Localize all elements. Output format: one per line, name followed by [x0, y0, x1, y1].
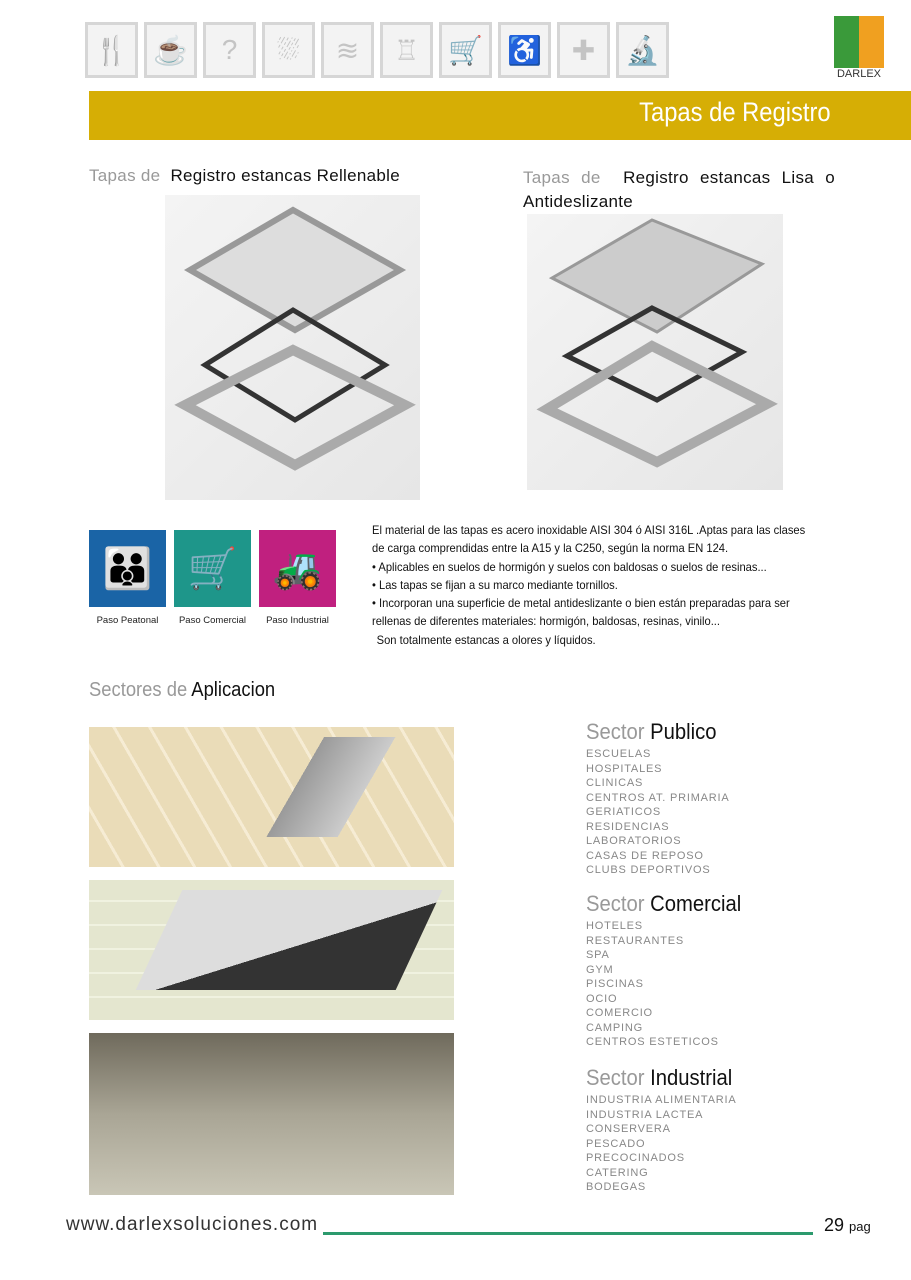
- sector-item: LABORATORIOS: [586, 835, 682, 847]
- product-title-1: Tapas de Registro estancas Rellenable: [89, 166, 400, 185]
- shopping-cart-person-icon: 🛒: [174, 530, 251, 607]
- swimming-icon: ≋: [321, 22, 374, 78]
- sector-publico: Sector Publico ESCUELAS HOSPITALES CLINICAS CENTROS AT. PRIMARIA GERIATICOS RESIDENCIAS LABORATORIOS CASAS DE REPOSO CLUBS DEPORTIVOS: [586, 719, 730, 876]
- photo-tiled-floor: [89, 727, 454, 867]
- sector-item: CAMPING: [586, 1021, 643, 1034]
- badge-label: Paso Comercial: [178, 615, 247, 626]
- sector-comercial: Sector Comercial HOTELES RESTAURANTES SPA GYM PISCINAS OCIO COMERCIO CAMPING CENTROS ESTETICOS: [586, 891, 755, 1050]
- forklift-icon: 🚜: [259, 530, 336, 607]
- sector-item: HOSPITALES: [586, 762, 663, 775]
- description-line: El material de las tapas es acero inoxidable AISI 304 ó AISI 316L .Aptas para las clases de carga comprendidas entre la A15 y la C250, según la norma EN 124.: [372, 523, 806, 556]
- title-band: [89, 91, 911, 140]
- sector-item: CENTROS ESTETICOS: [586, 1036, 719, 1048]
- product-title-2: Tapas de Registro estancas Lisa o Antideslizante: [523, 168, 836, 211]
- sector-item: PESCADO: [586, 1137, 646, 1150]
- category-icons: [85, 22, 669, 78]
- description-line: Son totalmente estancas a olores y líquidos.: [376, 632, 596, 647]
- sector-item: CATERING: [586, 1166, 649, 1179]
- sector-item: CENTROS AT. PRIMARIA: [586, 791, 730, 804]
- sector-item: GYM: [586, 963, 614, 976]
- sector-industrial: Sector Industrial INDUSTRIA ALIMENTARIA INDUSTRIA LACTEA CONSERVERA PESCADO PRECOCINADOS CATERING BODEGAS: [586, 1065, 745, 1195]
- sector-item: PRECOCINADOS: [586, 1152, 685, 1164]
- sector-item: GERIATICOS: [586, 806, 662, 818]
- sector-item: RESTAURANTES: [586, 934, 685, 947]
- sector-item: INDUSTRIA LACTEA: [586, 1108, 704, 1121]
- wheelchair-icon: ♿: [498, 22, 551, 78]
- cutlery-icon: 🍴: [85, 22, 138, 78]
- sector-item: INDUSTRIA ALIMENTARIA: [586, 1094, 737, 1106]
- sector-item: PISCINAS: [586, 978, 644, 990]
- photo-access-cover: [89, 880, 454, 1020]
- hospital-bed-icon: ✚: [557, 22, 610, 78]
- hanger-icon: ?: [203, 22, 256, 78]
- product-image-lisa: [527, 214, 783, 490]
- microscope-icon: 🔬: [616, 22, 669, 78]
- badge-label: Paso Peatonal: [96, 615, 159, 626]
- sector-item: CLUBS DEPORTIVOS: [586, 864, 711, 876]
- shopping-cart-icon: 🛒: [439, 22, 492, 78]
- badge-label: Paso Industrial: [266, 615, 329, 626]
- photo-washing-floor: [89, 1033, 454, 1195]
- bar-icon: ♖: [380, 22, 433, 78]
- darlex-logo: DARLEX: [834, 16, 884, 86]
- description: [372, 521, 809, 649]
- footer-url[interactable]: www.darlexsoluciones.com: [66, 1214, 319, 1235]
- sector-item: OCIO: [586, 992, 618, 1005]
- pedestrians-icon: 👪: [89, 530, 166, 607]
- coffee-icon: ☕: [144, 22, 197, 78]
- description-line: • Las tapas se fijan a su marco mediante tornillos.: [372, 577, 618, 592]
- footer-divider: [323, 1232, 813, 1235]
- sector-item: RESIDENCIAS: [586, 820, 670, 833]
- sector-item: SPA: [586, 949, 610, 961]
- sector-item: ESCUELAS: [586, 748, 652, 760]
- page-number: 29 pag: [824, 1215, 871, 1235]
- sector-item: COMERCIO: [586, 1007, 653, 1019]
- sector-item: CASAS DE REPOSO: [586, 849, 704, 862]
- sector-item: CLINICAS: [586, 777, 644, 789]
- sector-item: HOTELES: [586, 920, 643, 932]
- sector-item: BODEGAS: [586, 1181, 647, 1193]
- shower-icon: ⛆: [262, 22, 315, 78]
- description-line: • Incorporan una superficie de metal antideslizante o bien están preparadas para ser rellenas de diferentes materiales: hormigón, baldosas, resinas, vinilo...: [372, 596, 790, 629]
- sector-item: CONSERVERA: [586, 1123, 671, 1135]
- sectors-heading: Sectores de Aplicacion: [89, 679, 276, 701]
- product-image-rellenable: [165, 195, 420, 500]
- page-title: Tapas de Registro: [639, 97, 831, 127]
- description-line: • Aplicables en suelos de hormigón y suelos con baldosas o suelos de resinas...: [372, 559, 767, 574]
